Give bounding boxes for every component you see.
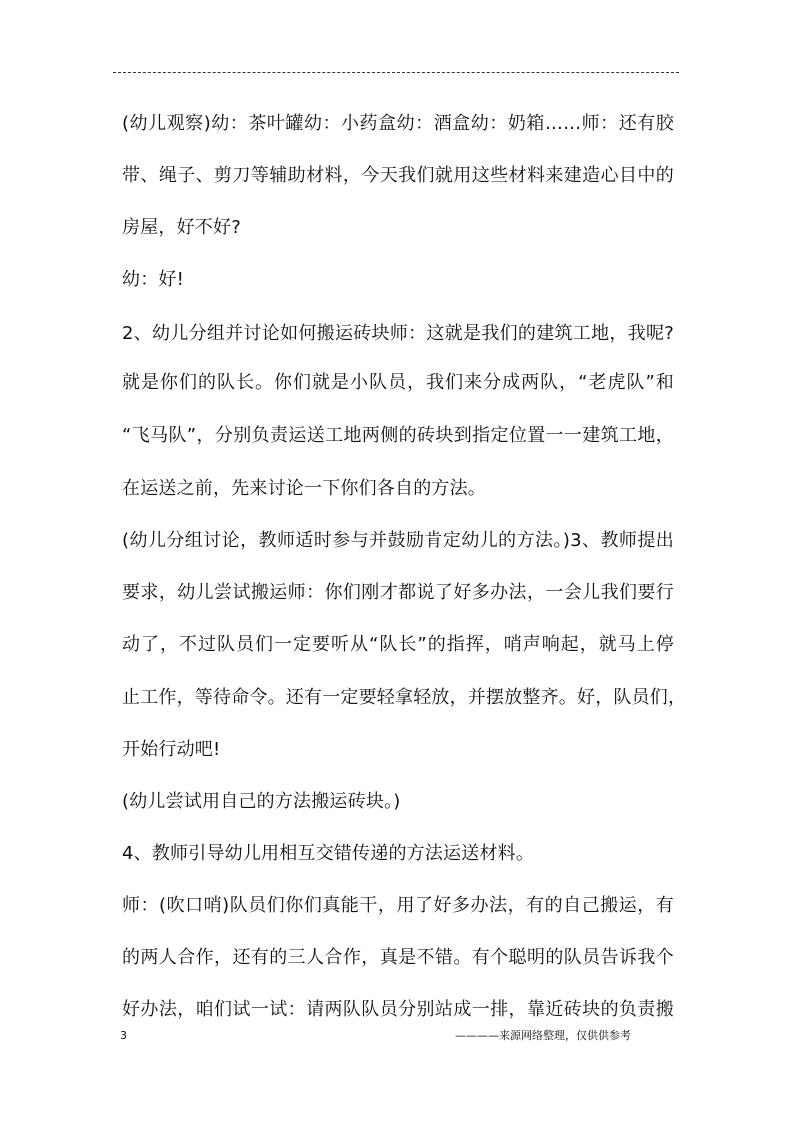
body-line-6: 就是你们的队长。你们就是小队员，我们来分成两队，“老虎队”和 bbox=[122, 372, 674, 393]
body-line-14: (幼儿尝试用自己的方法搬运砖块。) bbox=[122, 791, 401, 812]
body-line-12: 止工作，等待命令。还有一定要轻拿轻放，并摆放整齐。好，队员们， bbox=[122, 687, 687, 708]
body-line-13: 开始行动吧! bbox=[122, 739, 221, 760]
footer-source-note: ————来源网络整理，仅供供参考 bbox=[455, 1029, 631, 1042]
body-line-8: 在运送之前，先来讨论一下你们各自的方法。 bbox=[122, 478, 486, 499]
body-line-11: 动了，不过队员们一定要听从“队长”的指挥，哨声响起，就马上停 bbox=[122, 634, 674, 655]
body-line-10: 要求，幼儿尝试搬运师：你们刚才都说了好多办法，一会儿我们要行 bbox=[122, 582, 674, 603]
body-line-4: 幼：好! bbox=[122, 269, 185, 290]
body-line-18: 好办法，咱们试一试：请两队队员分别站成一排，靠近砖块的负责搬 bbox=[122, 999, 674, 1020]
body-line-3: 房屋，好不好? bbox=[122, 217, 241, 238]
body-line-17: 的两人合作，还有的三人合作，真是不错。有个聪明的队员告诉我个 bbox=[122, 947, 674, 968]
body-line-5: 2、幼儿分组并讨论如何搬运砖块师：这就是我们的建筑工地，我呢? bbox=[122, 323, 674, 344]
body-line-2: 带、绳子、剪刀等辅助材料，今天我们就用这些材料来建造心目中的 bbox=[122, 165, 674, 186]
body-line-9: (幼儿分组讨论，教师适时参与并鼓励肯定幼儿的方法。)3、教师提出 bbox=[122, 530, 674, 551]
body-line-7: “飞马队”，分别负责运送工地两侧的砖块到指定位置一一建筑工地， bbox=[122, 425, 674, 446]
footer-page-number: 3 bbox=[120, 1029, 127, 1042]
body-line-1: (幼儿观察)幼：茶叶罐幼：小药盒幼：酒盒幼：奶箱……师：还有胶 bbox=[122, 113, 674, 134]
body-line-16: 师：(吹口哨)队员们你们真能干，用了好多办法，有的自己搬运，有 bbox=[122, 895, 674, 916]
header-dashed-rule bbox=[113, 72, 679, 73]
body-line-15: 4、教师引导幼儿用相互交错传递的方法运送材料。 bbox=[122, 843, 535, 864]
